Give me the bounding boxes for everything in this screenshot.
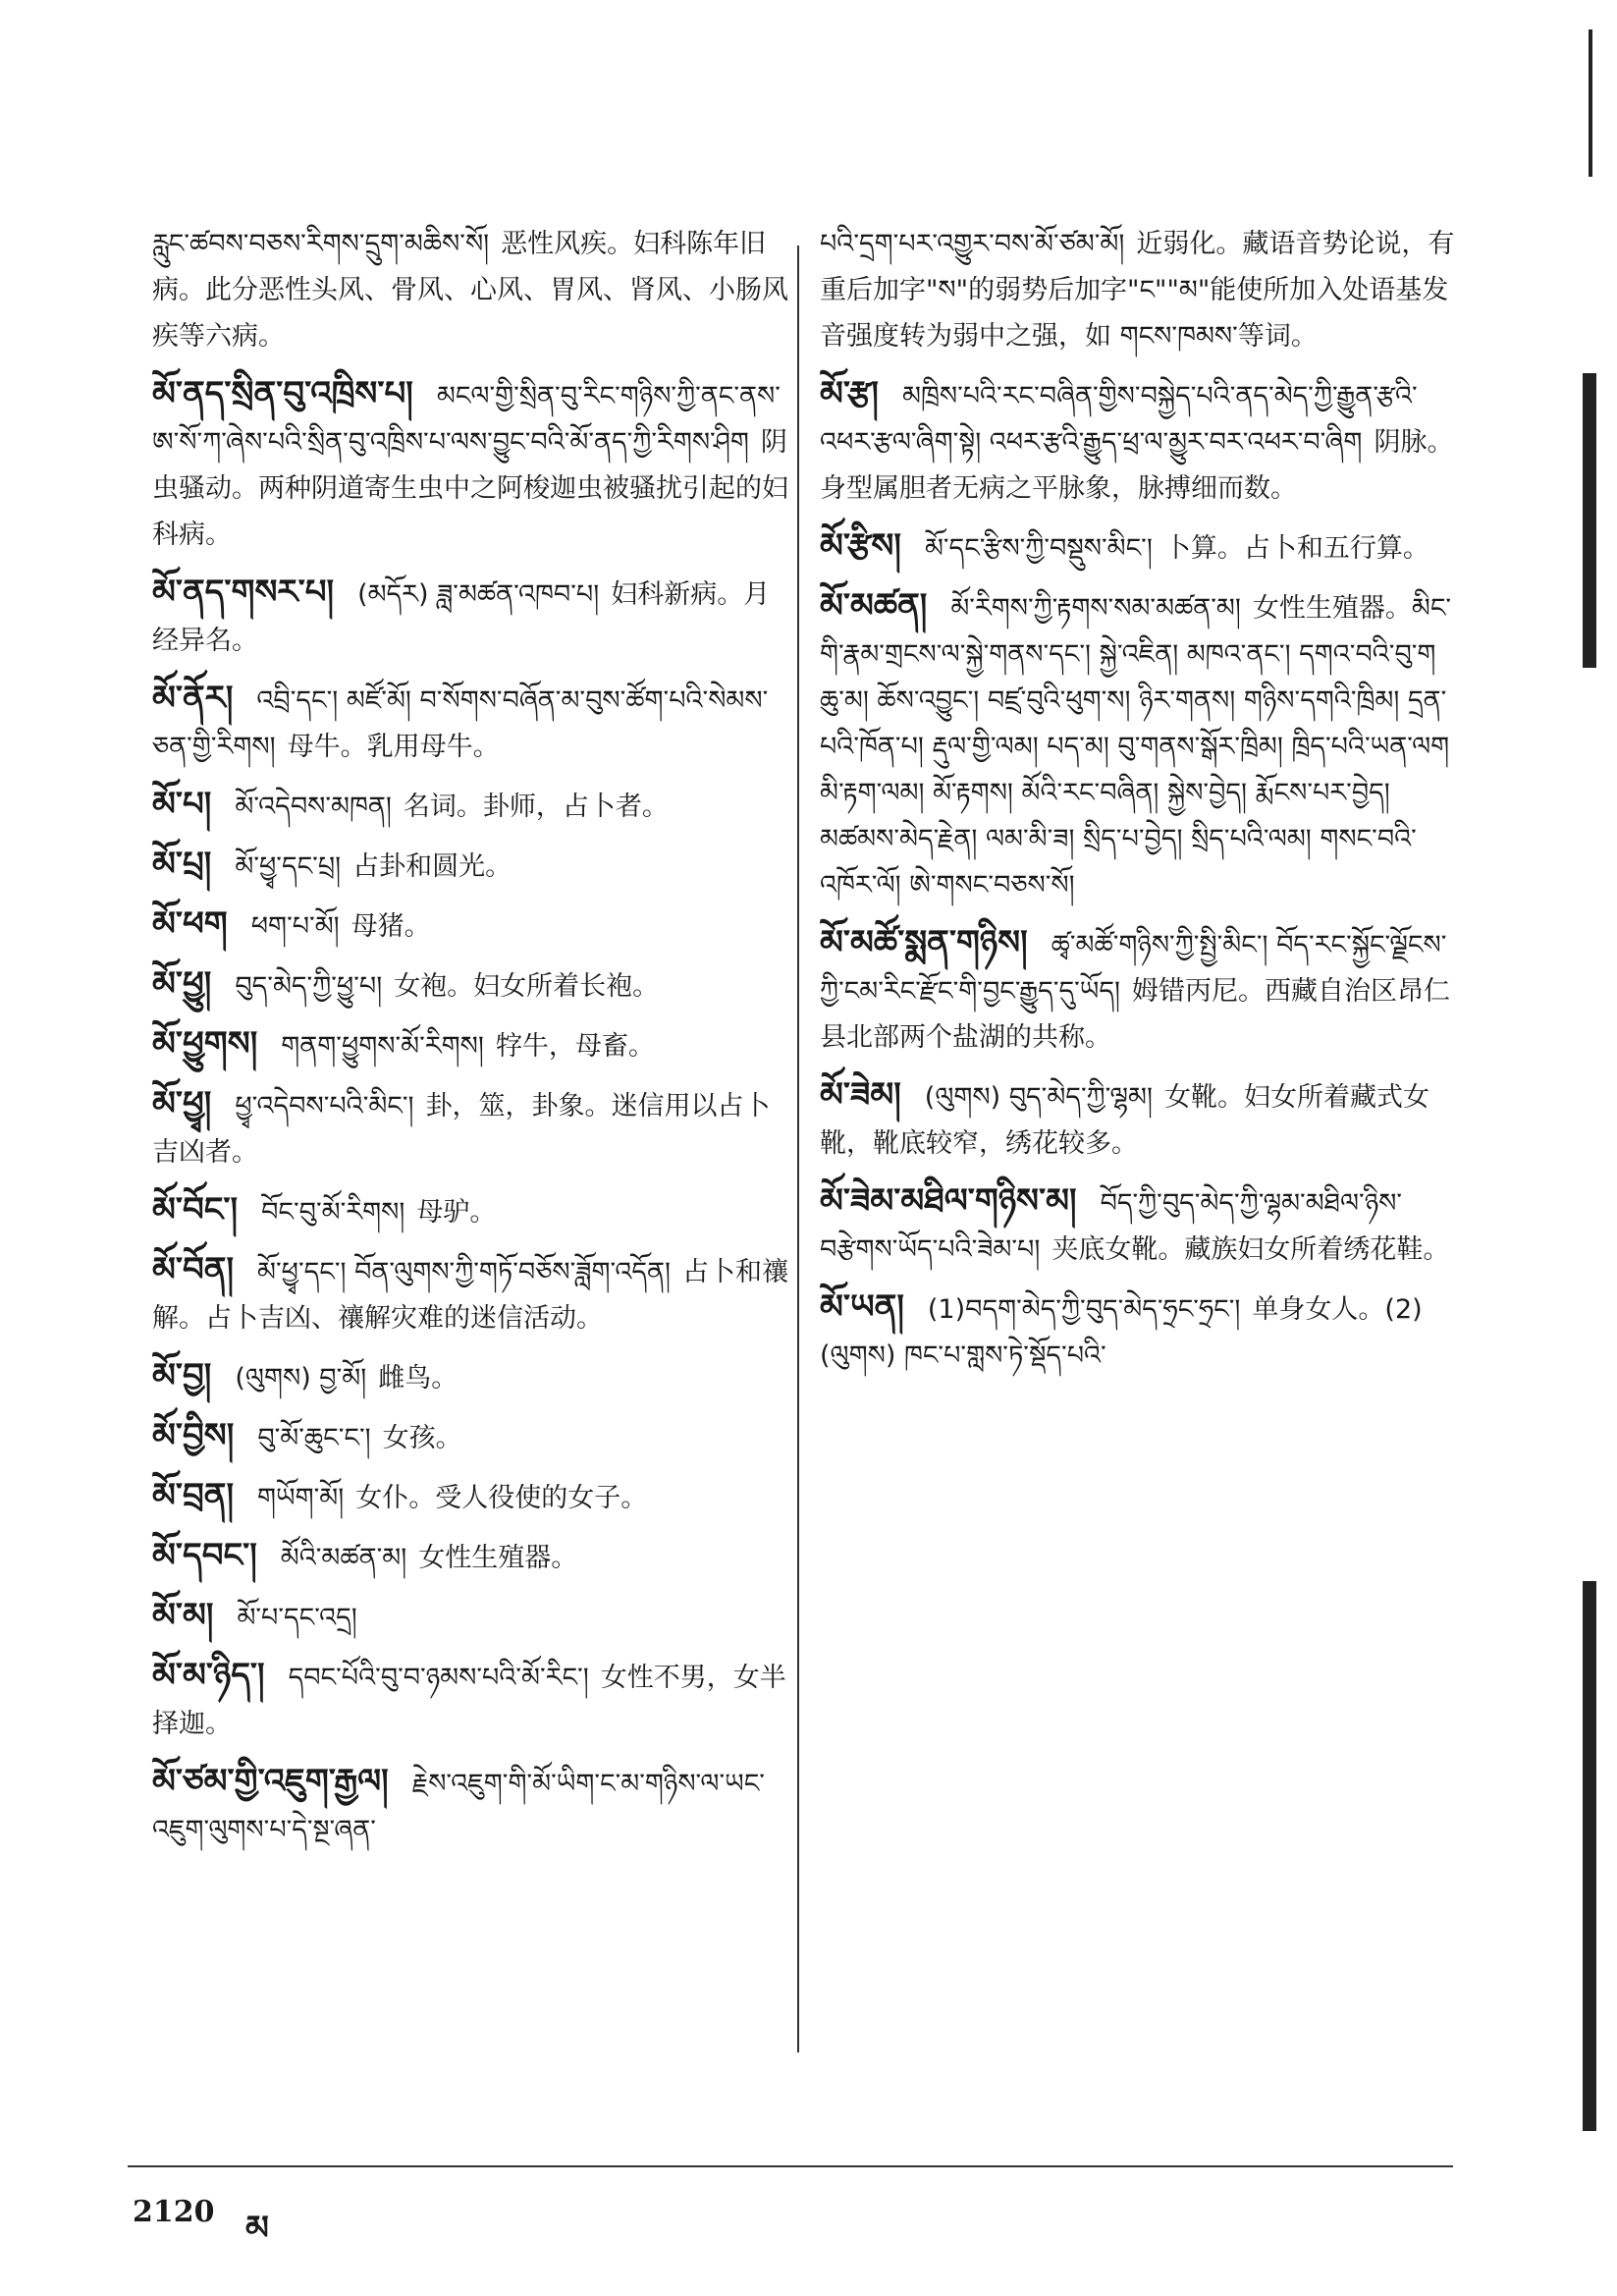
right-column <box>820 221 1468 1391</box>
entry-tibetan-definition: མོ་པ་དང་འདྲ། <box>237 1603 357 1633</box>
entry-headword: མོ་རྩིས། <box>820 526 901 566</box>
entry-headword: མོ་ཟེམ་མཐིལ་གཉིས་མ། <box>820 1181 1077 1221</box>
dictionary-entry <box>820 583 1468 908</box>
entry-chinese-definition: 女性生殖器。 <box>418 1543 578 1573</box>
entry-headword: མོ་བྲན། <box>152 1476 235 1515</box>
entry-tibetan-definition: མོ་ཕྱྭ་དང་པྲ། <box>235 851 342 882</box>
binding-edge-mark <box>1583 1581 1596 2131</box>
entry-chinese-definition: 女性不男，女半择迦。 <box>152 1663 786 1739</box>
entry-chinese-definition: 女靴。妇女所着藏式女靴，靴底较窄，绣花较多。 <box>820 1082 1429 1159</box>
entry-tibetan-definition: མོ་དང་རྩིས་ཀྱི་བསྡུས་མིང་། <box>924 533 1153 564</box>
entry-headword: མོ་བྱ། <box>152 1356 212 1395</box>
entry-chinese-definition: 女孩。 <box>382 1423 462 1453</box>
column-divider <box>797 246 799 2052</box>
entry-chinese-definition: 妇科新病。月经异名。 <box>152 579 771 656</box>
dictionary-entry <box>152 1473 795 1521</box>
entry-chinese-definition: 占卦和圆光。 <box>352 851 512 882</box>
dictionary-entry <box>152 1533 795 1581</box>
entry-tibetan-definition: ཕྱྭ་འདེབས་པའི་མིང་། <box>235 1091 414 1121</box>
dictionary-entry <box>152 1759 795 1853</box>
entry-headword: མོ་ཕྱྭ། <box>152 1084 212 1123</box>
entry-tibetan-definition: གནག་ཕྱུགས་མོ་རིགས། <box>281 1031 484 1062</box>
dictionary-entry <box>152 1653 795 1747</box>
dictionary-entry <box>152 570 795 664</box>
entry-tibetan-definition: བུད་མེད་ཀྱི་ཕྱུ་པ། <box>235 971 383 1002</box>
entry-tibetan-definition: (ལུགས) བུད་མེད་ཀྱི་ལྷམ། <box>924 1082 1153 1113</box>
entry-chinese-definition: 阴虫骚动。两种阴道寄生虫中之阿梭迦虫被骚扰引起的妇科病。 <box>152 427 788 550</box>
entry-chinese-definition: 卦，筮，卦象。迷信用以占卜吉凶者。 <box>152 1091 771 1168</box>
entry-chinese-definition: 母驴。 <box>416 1197 497 1228</box>
entry-headword: མོ་ཙམ་གྱི་འཇུག་རྒྱལ། <box>152 1762 389 1801</box>
entry-headword: མོ་པ། <box>152 785 212 824</box>
entry-tibetan-definition: བོད་ཀྱི་བུད་མེད་ཀྱི་ལྷམ་མཐིལ་ཉིས་བརྩེགས་ཡོད་པའི་ཟེམ་པ། <box>820 1188 1403 1265</box>
binding-edge-mark <box>1583 373 1596 668</box>
dictionary-entry <box>152 1187 795 1235</box>
entry-tibetan-definition: (མདོར) ཟླ་མཚན་འཁབ་པ། <box>357 579 600 610</box>
entry-chinese-definition: 恶性风疾。妇科陈年旧病。此分恶性头风、骨风、心风、胃风、肾风、小肠风疾等六病。 <box>152 229 788 352</box>
entry-headword: མོ་དབང་། <box>152 1536 257 1575</box>
entry-headword: མོ་ཕྱུགས། <box>152 1024 258 1064</box>
entry-chinese-definition: 女性生殖器。མིང་གི་རྣམ་གྲངས་ལ་སྐྱེ་གནས་དང་། སྐྱེ་འཇིན། མཁའ་ནང་། དགའ་བའི་བུ་ག ཆུ་མ། ཆོས་འབྱུང་། བཛྲ་བུའི་ཕུག་ས། ཉིར་གནས། གཉིས་དགའི་ཁྲིམ། དྲན་པའི་ཁོན་པ། རྡུལ་གྱི་ལམ། པད་མ། བུ་གནས་སྒོར་ཁྲིམ། ཁྲིད་པའི་ཡན་ལག མི་རྟག་ལམ། མོ་རྟགས། མོའི་རང་བཞིན། སྐྱེས་བྱེད། རྨོངས་པར་བྱེད། མཚམས་མེད་རྗེན། ལམ་མི་ཟ། སྲིད་པ་བྱེད། སྲིད་པའི་ལམ། གསང་བའི་འཁོར་ལོ། ཨེ་གསང་བཅས་སོ། <box>820 593 1452 901</box>
entry-chinese-definition: 姆错丙尼。西藏自治区昂仁县北部两个盐湖的共称。 <box>820 976 1450 1053</box>
entry-tibetan-definition: མོ་འདེབས་མཁན། <box>235 792 392 822</box>
dictionary-entry <box>820 371 1468 512</box>
entry-chinese-definition: 占卜和禳解。占卜吉凶、禳解灾难的迷信活动。 <box>152 1257 788 1334</box>
entry-headword: མོ་མ། <box>152 1596 214 1635</box>
dictionary-entry <box>820 523 1468 572</box>
entry-tibetan-definition: བུ་མོ་ཆུང་ང་། <box>257 1423 371 1453</box>
entry-headword: མོ་ནོར། <box>152 679 234 718</box>
entry-headword: མོ་རྩ། <box>820 374 879 413</box>
entry-chinese-definition: 母猪。 <box>350 911 431 942</box>
dictionary-entry <box>152 1413 795 1461</box>
entry-headword: མོ་མཚན། <box>820 586 928 626</box>
binding-edge-mark <box>1589 29 1592 177</box>
page-number: 2120 <box>133 2195 215 2229</box>
entry-headword: མོ་ཕྱུ། <box>152 964 212 1004</box>
entry-chinese-definition: 名词。卦师，占卜者。 <box>403 792 669 822</box>
entry-tibetan-definition: བོང་བུ་མོ་རིགས། <box>261 1197 405 1228</box>
dictionary-entry <box>152 1021 795 1069</box>
dictionary-entry <box>820 1285 1468 1379</box>
dictionary-entry <box>152 842 795 890</box>
entry-tibetan-definition: ཕག་པ་མོ། <box>250 911 340 942</box>
dictionary-entry <box>152 782 795 830</box>
entry-headword: མོ་ནད་སྲིན་བུ་འཁྲིས་པ། <box>152 374 413 413</box>
dictionary-entry <box>152 371 795 558</box>
dictionary-entry <box>152 1247 795 1341</box>
entry-headword: མོ་བོང་། <box>152 1190 239 1230</box>
footer-rule <box>128 2165 1453 2167</box>
entry-tibetan-definition: མཁྲིས་པའི་རང་བཞིན་གྱིས་བསྐྱེད་པའི་ནད་མེད་ཀྱི་རྒྱུན་རྩའི་འཕར་རྩལ་ཞིག་སྟེ། འཕར་རྩའི་རྒྱུད་ཕྲ་ལ་མྱུར་བར་འཕར་བ་ཞིག <box>820 381 1418 458</box>
entry-chinese-definition: 雌鸟。 <box>378 1363 458 1394</box>
dictionary-entry <box>152 961 795 1010</box>
entry-headword: མོ་ནད་གསར་པ། <box>152 573 335 612</box>
entry-chinese-definition: 卜算。占卜和五行算。 <box>1163 533 1429 564</box>
entry-tibetan-definition: (1)བདག་མེད་ཀྱི་བུད་མེད་ཧྲང་ཧྲང་། <box>927 1294 1241 1325</box>
entry-chinese-definition: 单身女人。(2)(ལུགས) ཁང་པ་གླས་ཏེ་སྡོད་པའི་ <box>820 1294 1423 1371</box>
entry-chinese-definition: 阴脉。身型属胆者无病之平脉象，脉搏细而数。 <box>820 427 1454 504</box>
entry-headword: མོ་ཕག <box>152 904 228 944</box>
entry-chinese-definition: 夹底女靴。藏族妇女所着绣花鞋。 <box>1051 1234 1450 1265</box>
entry-chinese-definition: 女袍。妇女所着长袍。 <box>394 971 660 1002</box>
dictionary-entry <box>152 221 795 359</box>
entry-tibetan-definition: རླུང་ཚབས་བཅས་རིགས་དྲུག་མཆིས་སོ། <box>152 229 490 259</box>
dictionary-entry <box>152 1353 795 1401</box>
entry-tibetan-definition: མོ་རིགས་ཀྱི་རྟགས་སམ་མཚན་མ། <box>950 593 1241 624</box>
entry-tibetan-definition: ཚྭ་མཚོ་གཉིས་ཀྱི་སྤྱི་མིང་། བོད་རང་སྐྱོང་ལྗོངས་ཀྱི་ངམ་རིང་རྫོང་གི་བྱང་རྒྱུད་དུ་ཡོད། <box>820 930 1447 1007</box>
entry-tibetan-definition: དབང་པོའི་བུ་བ་ཉམས་པའི་མོ་རིང་། <box>288 1663 589 1693</box>
dictionary-entry <box>152 676 795 770</box>
entry-headword: མོ་ཡན། <box>820 1287 904 1327</box>
dictionary-entry <box>152 1081 795 1175</box>
dictionary-entry <box>152 902 795 950</box>
entry-headword: མོ་པྲ། <box>152 845 212 884</box>
entry-chinese-definition: 母牛。乳用母牛。 <box>287 732 500 762</box>
dictionary-entry <box>152 1593 795 1641</box>
entry-tibetan-definition: མངལ་གྱི་སྲིན་བུ་རིང་གཉིས་ཀྱི་ནང་ནས་ཨ་སོ་ཀ་ཞེས་པའི་སྲིན་བུ་འཁྲིས་པ་ལས་བྱུང་བའི་མོ་ནད་ཀྱི་རིགས་ཤིག <box>152 381 781 458</box>
entry-chinese-definition: 女仆。受人役使的女子。 <box>355 1483 648 1513</box>
dictionary-entry <box>820 920 1468 1061</box>
entry-tibetan-definition: འབྲི་དང་། མཛོ་མོ། བ་སོགས་བཞོན་མ་བུས་ཚོག་པའི་སེམས་ཅན་གྱི་རིགས། <box>152 685 769 762</box>
left-column <box>152 221 795 1865</box>
entry-tibetan-definition: (ལུགས) བྱ་མོ། <box>235 1363 367 1394</box>
dictionary-entry <box>820 1072 1468 1167</box>
entry-tibetan-definition: རྗེས་འཇུག་གི་མོ་ཡིག་ང་མ་གཉིས་ལ་ཡང་འཇུག་ལུགས་པ་དེ་སྔ་ཞན་ <box>152 1769 765 1845</box>
entry-chinese-definition: 牸牛，母畜。 <box>495 1031 655 1062</box>
section-letter: མ <box>245 2209 269 2248</box>
entry-headword: མོ་མཚོ་སྨན་གཉིས། <box>820 923 1028 962</box>
entry-chinese-definition: 近弱化。藏语音势论说，有重后加字"ས"的弱势后加字"ང""མ"能使所加入处语基发音强度转为弱中之强，如 གངས་ཁམས་等词。 <box>820 229 1455 352</box>
entry-tibetan-definition: གཡོག་མོ། <box>257 1483 345 1513</box>
entry-headword: མོ་མ་ཉིད་། <box>152 1656 265 1695</box>
entry-headword: མོ་ཟེམ། <box>820 1075 901 1115</box>
entry-headword: མོ་བོན། <box>152 1250 235 1289</box>
dictionary-entry <box>820 221 1468 359</box>
entry-tibetan-definition: མོའི་མཚན་མ། <box>280 1543 407 1573</box>
dictionary-entry <box>820 1178 1468 1273</box>
entry-tibetan-definition: མོ་ཕྱྭ་དང་། བོན་ལུགས་ཀྱི་གཏོ་བཅོས་ཟློག་འདོན། <box>257 1257 671 1287</box>
entry-headword: མོ་བྱིས། <box>152 1416 235 1455</box>
entry-tibetan-definition: པའི་དྲག་པར་འགྱུར་བས་མོ་ཙམ་མོ། <box>820 229 1125 259</box>
